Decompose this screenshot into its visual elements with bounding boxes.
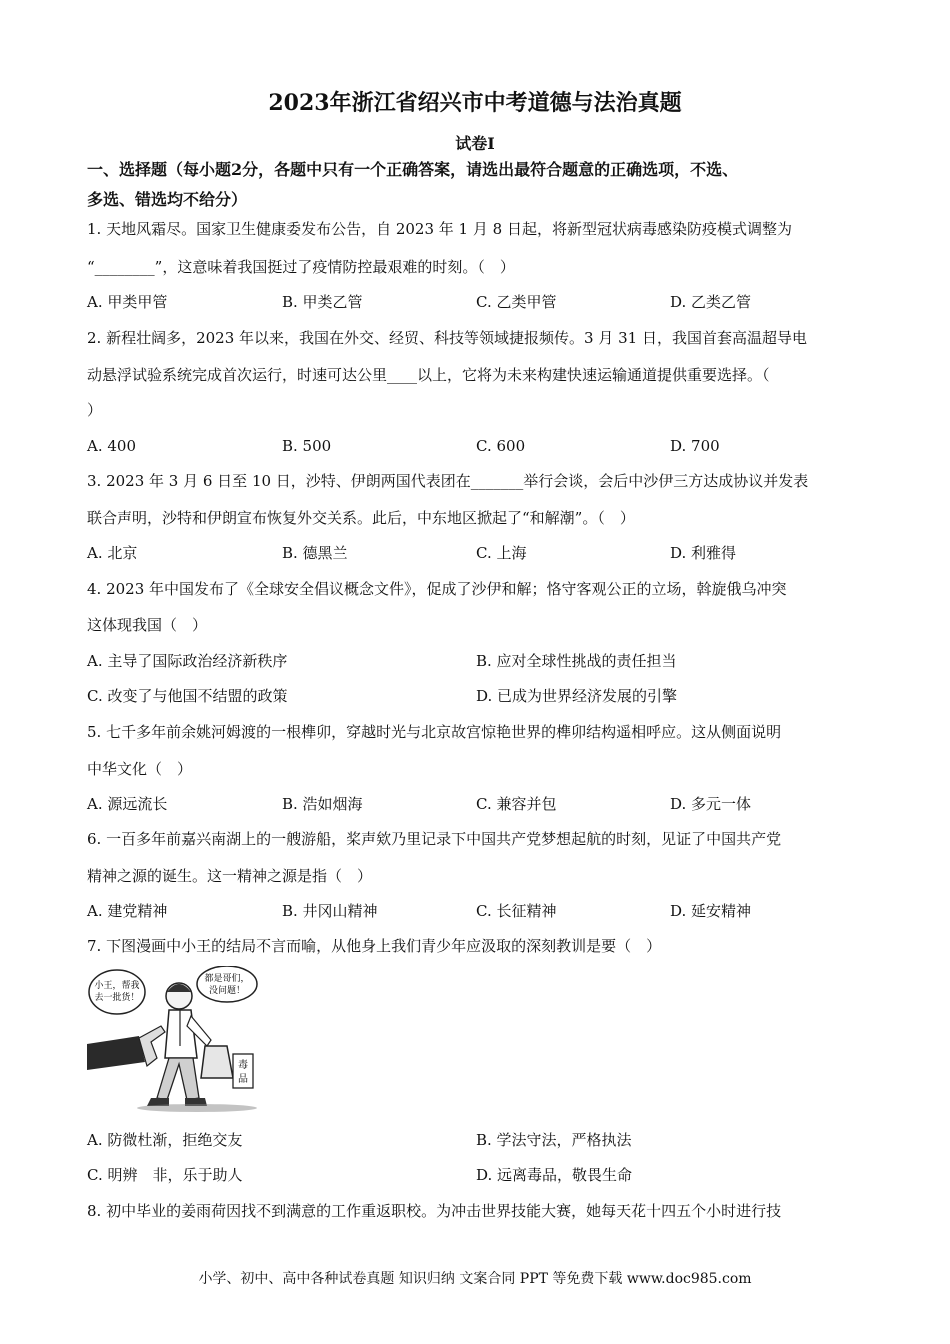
question-4-option-d: D. 已成为世界经济发展的引擎 bbox=[476, 687, 678, 705]
question-2-line-2: 动悬浮试验系统完成首次运行，时速可达公里____以上，它将为未来构建快速运输通道提供重要选择。（ bbox=[87, 366, 770, 384]
question-2-option-b: B. 500 bbox=[282, 437, 332, 455]
question-5-line-2: 中华文化（ ） bbox=[87, 760, 193, 778]
page-footer: 小学、初中、高中各种试卷真题 知识归纳 文案合同 PPT 等免费下载 www.doc985.com bbox=[198, 1271, 752, 1287]
question-2-option-a: A. 400 bbox=[87, 437, 136, 455]
question-3-line-1: 3. 2023 年 3 月 6 日至 10 日，沙特、伊朗两国代表团在_______举行会谈，会后中沙伊三方达成协议并发表 bbox=[87, 472, 809, 490]
page-title: 2023年浙江省绍兴市中考道德与法治真题 bbox=[268, 90, 682, 116]
question-7-option-a: A. 防微杜渐，拒绝交友 bbox=[87, 1131, 243, 1149]
question-6-line-1: 6. 一百多年前嘉兴南湖上的一艘游船，桨声欸乃里记录下中国共产党梦想起航的时刻，见证了中国共产党 bbox=[87, 830, 782, 848]
bubble-left-text-1: 小王，帮我 bbox=[94, 981, 140, 991]
question-6-option-a: A. 建党精神 bbox=[87, 902, 168, 920]
paper-subtitle: 试卷Ⅰ bbox=[455, 134, 495, 153]
question-8-line-1: 8. 初中毕业的姜雨荷因找不到满意的工作重返职校。为冲击世界技能大赛，她每天花十四五个小时进行技 bbox=[87, 1202, 782, 1220]
question-4-option-c: C. 改变了与他国不结盟的政策 bbox=[87, 687, 288, 705]
question-7-line-1: 7. 下图漫画中小王的结局不言而喻，从他身上我们青少年应汲取的深刻教训是要（ ） bbox=[87, 937, 662, 955]
bubble-right-text-2: 没问题！ bbox=[208, 986, 246, 996]
question-3-option-c: C. 上海 bbox=[476, 544, 527, 562]
section-heading-line2: 多选、错选均不给分） bbox=[87, 190, 248, 209]
ground-shadow bbox=[137, 1104, 257, 1112]
question-1-line-1: 1. 天地风霜尽。国家卫生健康委发布公告，自 2023 年 1 月 8 日起，将新型冠状病毒感染防疫模式调整为 bbox=[87, 220, 792, 238]
question-5-option-b: B. 浩如烟海 bbox=[282, 795, 363, 813]
question-3-line-2: 联合声明，沙特和伊朗宣布恢复外交关系。此后，中东地区掀起了“和解潮”。（ ） bbox=[87, 509, 635, 527]
bubble-left-text-2: 去一批货！ bbox=[94, 993, 140, 1003]
speech-bubble-right bbox=[197, 966, 257, 1002]
dark-sleeve-arm bbox=[87, 1036, 145, 1070]
question-4-line-2: 这体现我国（ ） bbox=[87, 616, 208, 634]
question-1-option-c: C. 乙类甲管 bbox=[476, 293, 557, 311]
question-6-line-2: 精神之源的诞生。这一精神之源是指（ ） bbox=[87, 867, 373, 885]
speech-bubble-left bbox=[89, 970, 145, 1014]
question-5-option-d: D. 多元一体 bbox=[670, 795, 752, 813]
comic-illustration bbox=[87, 966, 267, 1114]
question-4-option-b: B. 应对全球性挑战的责任担当 bbox=[476, 652, 677, 670]
question-3-option-b: B. 德黑兰 bbox=[282, 544, 348, 562]
question-3-option-d: D. 利雅得 bbox=[670, 544, 737, 562]
question-2-line-3: ） bbox=[87, 401, 103, 419]
question-7-option-b: B. 学法守法，严格执法 bbox=[476, 1131, 632, 1149]
section-heading-line1: 一、选择题（每小题2分，各题中只有一个正确答案，请选出最符合题意的正确选项，不选、 bbox=[87, 160, 739, 179]
question-2-line-1: 2. 新程壮阔多，2023 年以来，我国在外交、经贸、科技等领域捷报频传。3 月 31 日，我国首套高温超导电 bbox=[87, 329, 807, 347]
question-5-option-a: A. 源远流长 bbox=[87, 795, 168, 813]
question-7-option-d: D. 远离毒品，敬畏生命 bbox=[476, 1166, 633, 1184]
question-6-option-b: B. 井冈山精神 bbox=[282, 902, 378, 920]
bubble-right-text-1: 都是哥们， bbox=[204, 974, 250, 984]
question-6-option-d: D. 延安精神 bbox=[670, 902, 752, 920]
question-1-option-b: B. 甲类乙管 bbox=[282, 293, 363, 311]
drug-label-char-1: 毒 bbox=[238, 1060, 248, 1071]
question-7-option-c: C. 明辨 非，乐于助人 bbox=[87, 1166, 243, 1184]
man-legs bbox=[157, 1058, 199, 1100]
question-2-option-d: D. 700 bbox=[670, 437, 720, 455]
question-5-option-c: C. 兼容并包 bbox=[476, 795, 557, 813]
question-6-option-c: C. 长征精神 bbox=[476, 902, 557, 920]
question-1-option-d: D. 乙类乙管 bbox=[670, 293, 752, 311]
question-3-option-a: A. 北京 bbox=[87, 544, 138, 562]
drug-bag bbox=[201, 1046, 233, 1078]
question-1-line-2: “________”，这意味着我国挺过了疫情防控最艰难的时刻。（ ） bbox=[87, 258, 515, 276]
question-4-line-1: 4. 2023 年中国发布了《全球安全倡议概念文件》，促成了沙伊和解；恪守客观公正的立场，斡旋俄乌冲突 bbox=[87, 580, 787, 598]
question-4-option-a: A. 主导了国际政治经济新秩序 bbox=[87, 652, 288, 670]
drug-label-char-2: 品 bbox=[238, 1074, 248, 1085]
question-5-line-1: 5. 七千多年前余姚河姆渡的一根榫卯，穿越时光与北京故宫惊艳世界的榫卯结构遥相呼应。这从侧面说明 bbox=[87, 723, 782, 741]
question-2-option-c: C. 600 bbox=[476, 437, 526, 455]
question-1-option-a: A. 甲类甲管 bbox=[87, 293, 168, 311]
